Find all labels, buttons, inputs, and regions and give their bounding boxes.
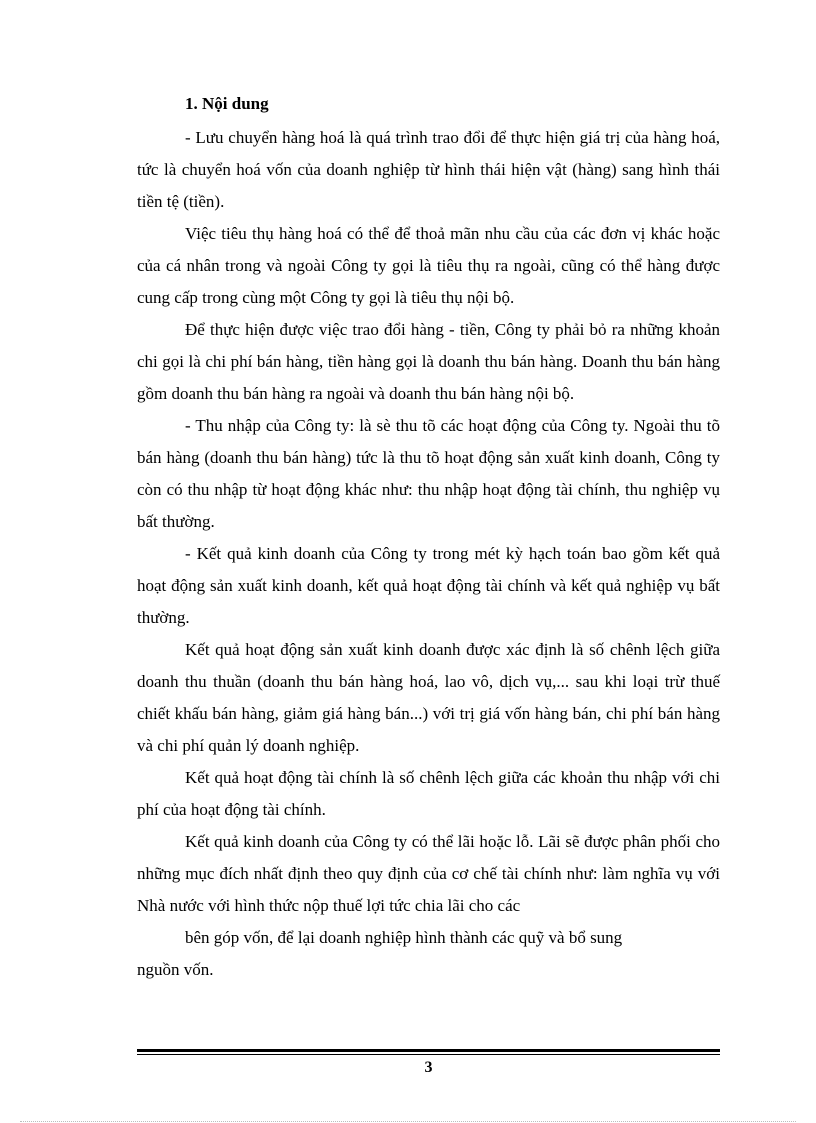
footer-rule-thin <box>137 1054 720 1055</box>
page-bottom-border <box>20 1121 796 1122</box>
paragraph-ket-qua-san-xuat: Kết quả hoạt động sản xuất kinh doanh được xác định là số chênh lệch giữa doanh thu thuần (doanh thu bán hàng hoá, lao vô, dịch vụ,... sau khi loại trừ thuế chiết khấu bán hàng, giảm giá hàng bán...) với trị giá vốn hàng bán, chi phí bán hàng và chi phí quản lý doanh nghiệp. <box>137 640 720 755</box>
paragraph-tieu-thu: Việc tiêu thụ hàng hoá có thể để thoả mãn nhu cầu của các đơn vị khác hoặc của cá nhân trong và ngoài Công ty gọi là tiêu thụ ra ngoài, cũng có thể hàng được cung cấp trong cùng một Công ty gọi là tiêu thụ nội bộ. <box>137 224 720 307</box>
paragraph-thu-nhap: - Thu nhập của Công ty: là sè thu tõ các hoạt động của Công ty. Ngoài thu tõ bán hàng (doanh thu bán hàng) tức là thu tõ hoạt động sản xuất kinh doanh, Công ty còn có thu nhập từ hoạt động khác như: thu nhập hoạt động tài chính, thu nghiệp vụ bất thường. <box>137 416 720 531</box>
section-heading: 1. Nội dung <box>185 94 269 113</box>
page-number: 3 <box>424 1059 433 1076</box>
paragraph-gop-von <box>137 922 720 986</box>
paragraph-lai-lo: Kết quả kinh doanh của Công ty có thể lãi hoặc lỗ. Lãi sẽ được phân phối cho những mục đích nhất định theo quy định của cơ chế tài chính như: làm nghĩa vụ với Nhà nước với hình thức nộp thuế lợi tức chia lãi cho các <box>137 832 720 915</box>
document-body <box>137 92 720 986</box>
paragraph-ket-qua-tai-chinh: Kết quả hoạt động tài chính là số chênh lệch giữa các khoản thu nhập với chi phí của hoạt động tài chính. <box>137 768 720 819</box>
paragraph-gop-von-rest: nguồn vốn. <box>137 960 214 979</box>
footer-rule-thick <box>137 1049 720 1052</box>
paragraph-gop-von-first-line: bên góp vốn, để lại doanh nghiệp hình thành các quỹ và bổ sung <box>185 928 623 947</box>
paragraph-luu-chuyen: - Lưu chuyển hàng hoá là quá trình trao đổi để thực hiện giá trị của hàng hoá, tức là chuyển hoá vốn của doanh nghiệp từ hình thái hiện vật (hàng) sang hình thái tiền tệ (tiền). <box>137 128 720 211</box>
paragraph-trao-doi: Để thực hiện được việc trao đổi hàng - tiền, Công ty phải bỏ ra những khoản chi gọi là chi phí bán hàng, tiền hàng gọi là doanh thu bán hàng. Doanh thu bán hàng gồm doanh thu bán hàng ra ngoài và doanh thu bán hàng nội bộ. <box>137 320 720 403</box>
paragraph-ket-qua-kinh-doanh: - Kết quả kinh doanh của Công ty trong mét kỳ hạch toán bao gồm kết quả hoạt động sản xuất kinh doanh, kết quả hoạt động tài chính và kết quả nghiệp vụ bất thường. <box>137 544 720 627</box>
